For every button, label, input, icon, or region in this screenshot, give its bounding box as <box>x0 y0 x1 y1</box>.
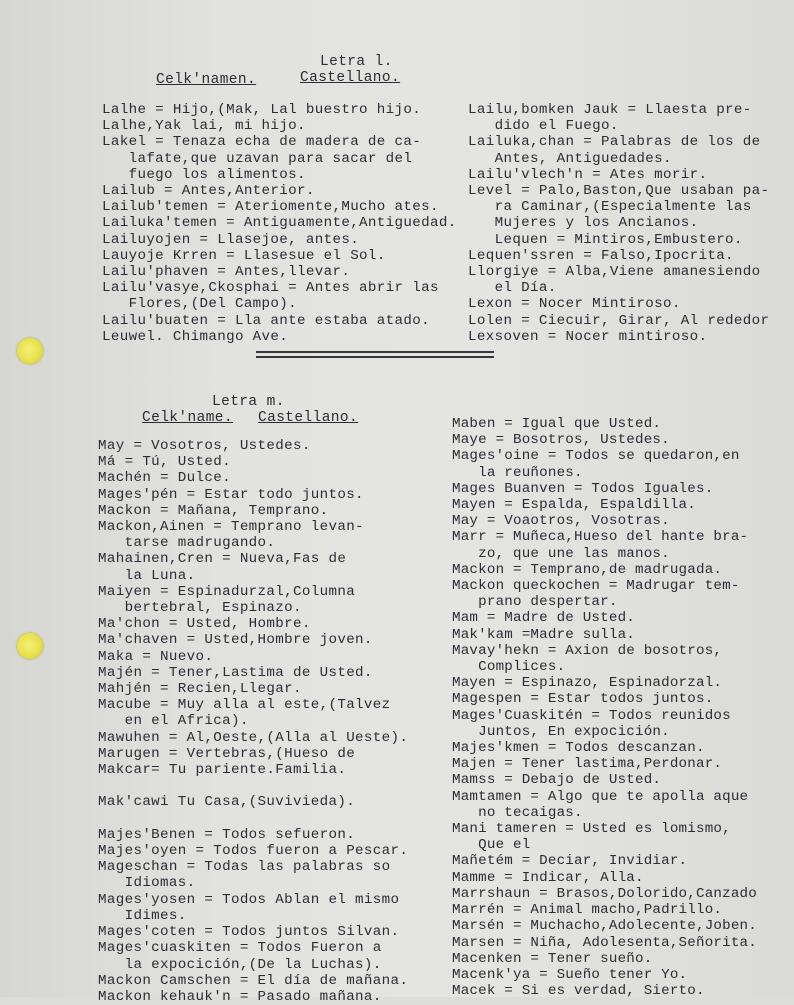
glossary-line: Mackon,Ainen = Temprano levan- <box>98 519 364 536</box>
glossary-line: Mages'coten = Todos juntos Silvan. <box>98 924 400 941</box>
section-l-title: Letra l. <box>320 54 393 70</box>
glossary-line: Mages'Cuaskitén = Todos reunidos <box>452 707 731 724</box>
glossary-line: Majen = Tener lastima,Perdonar. <box>452 756 723 773</box>
glossary-line: Marsén = Muchacho,Adolecente,Joben. <box>452 918 757 935</box>
glossary-line: Leuwel. Chimango Ave. <box>102 328 289 345</box>
glossary-line: Mayen = Espalda, Espaldilla. <box>452 497 696 514</box>
section-l-left-column <box>102 102 457 345</box>
glossary-line: Mak'cawi Tu Casa,(Suvivieda). <box>98 794 356 811</box>
glossary-line: Macenken = Tener sueño. <box>452 950 653 967</box>
glossary-line: Marsen = Niña, Adolesenta,Señorita. <box>452 934 757 951</box>
glossary-line: Macube = Muy alla al este,(Talvez <box>98 697 391 714</box>
glossary-line: Ma'chaven = Usted,Hombre joven. <box>98 632 373 649</box>
glossary-line: Llorgiye = Alba,Viene amanesiendo <box>468 264 761 281</box>
glossary-line: la Luna. <box>98 567 196 584</box>
glossary-line: Marr = Muñeca,Hueso del hante bra- <box>452 529 749 546</box>
glossary-line: Lequen'ssren = Falso,Ipocrita. <box>468 247 734 264</box>
glossary-line: Mageschan = Todas las palabras so <box>98 859 391 876</box>
section-l-col1-header: Celk'namen. <box>156 72 257 88</box>
glossary-line: Mackon Camschen = El día de mañana. <box>98 972 409 989</box>
glossary-line: Lalhe = Hijo,(Mak, Lal buestro hijo. <box>102 102 422 118</box>
glossary-line: Majes'Benen = Todos sefueron. <box>98 826 356 843</box>
glossary-line: Mujeres y los Ancianos. <box>468 215 699 232</box>
punch-hole-bottom <box>17 633 43 659</box>
glossary-line: Maiyen = Espinadurzal,Columna <box>98 583 356 600</box>
glossary-line: Magespen = Estar todos juntos. <box>452 691 714 708</box>
glossary-line: Majén = Tener,Lastima de Usted. <box>98 664 373 681</box>
glossary-line: Lexsoven = Nocer mintiroso. <box>468 328 708 345</box>
glossary-line: Mamtamen = Algo que te apolla aque <box>452 788 749 805</box>
glossary-line: Mam = Madre de Usted. <box>452 610 635 627</box>
glossary-line: en el Africa). <box>98 713 249 730</box>
section-l-right-column <box>468 102 769 345</box>
glossary-line: Macek = Si es verdad, Sierto. <box>452 983 705 1000</box>
glossary-line: Mackon = Mañana, Temprano. <box>98 502 329 519</box>
glossary-line: May = Voaotros, Vosotras. <box>452 513 670 530</box>
glossary-line: zo, que une las manos. <box>452 545 670 562</box>
glossary-line: Idimes. <box>98 907 187 924</box>
glossary-line: Lailub = Antes,Anterior. <box>102 183 315 200</box>
glossary-line: Level = Palo,Baston,Que usaban pa- <box>468 183 770 200</box>
glossary-line: Lequen = Mintiros,Embustero. <box>468 231 743 248</box>
section-m-left-column <box>98 438 408 1005</box>
glossary-line: Mages'cuaskiten = Todos Fueron a <box>98 940 382 957</box>
glossary-line: Lailu'vlech'n = Ates morir. <box>468 166 708 183</box>
glossary-line: Machén = Dulce. <box>98 470 231 487</box>
glossary-line: Juntos, En expocición. <box>452 723 670 740</box>
glossary-line: bertebral, Espinazo. <box>98 600 302 617</box>
glossary-line: la reuñones. <box>452 464 583 481</box>
glossary-line: fuego los alimentos. <box>102 166 306 183</box>
section-l-col2-header: Castellano. <box>300 70 401 86</box>
glossary-line: Marrén = Animal macho,Padrillo. <box>452 902 723 919</box>
glossary-line: Macenk'ya = Sueño tener Yo. <box>452 966 688 983</box>
glossary-line: Mackon = Temprano,de madrugada. <box>452 561 723 578</box>
glossary-line: Mani tameren = Usted es lomismo, <box>452 821 731 838</box>
glossary-line: lafate,que uzavan para sacar del <box>102 150 413 167</box>
glossary-line: Mages'oine = Todos se quedaron,en <box>452 448 740 465</box>
glossary-line: tarse madrugando. <box>98 535 276 552</box>
punch-hole-top <box>17 338 43 364</box>
section-m-right-column <box>452 416 757 999</box>
glossary-line: Mayen = Espinazo, Espinadorzal. <box>452 675 723 692</box>
separator-rule <box>256 351 494 353</box>
glossary-line: la expocición,(De la Luchas). <box>98 956 382 973</box>
glossary-line: Mahjén = Recien,Llegar. <box>98 681 302 698</box>
glossary-line: Majes'oyen = Todos fueron a Pescar. <box>98 843 409 860</box>
glossary-line: Lexon = Nocer Mintiroso. <box>468 296 681 313</box>
glossary-line: Flores,(Del Campo). <box>102 296 298 313</box>
glossary-line: Mamss = Debajo de Usted. <box>452 772 662 789</box>
glossary-line: Complices. <box>452 659 566 676</box>
glossary-line: Mañetém = Deciar, Invidiar. <box>452 853 688 870</box>
section-m-col2-header: Castellano. <box>258 410 359 426</box>
glossary-line: Mak'kam =Madre sulla. <box>452 626 635 643</box>
glossary-line: dido el Fuego. <box>468 118 619 135</box>
glossary-line: Lailuyojen = Llasejoe, antes. <box>102 231 360 248</box>
glossary-line: Mavay'hekn = Axion de bosotros, <box>452 642 723 659</box>
glossary-line: Mages'pén = Estar todo juntos. <box>98 486 364 503</box>
glossary-line: Ma'chon = Usted, Hombre. <box>98 616 311 633</box>
glossary-line: Lailuka'temen = Antiguamente,Antiguedad. <box>102 215 457 232</box>
glossary-line: Mackon kehauk'n = Pasado mañana. <box>98 988 382 1005</box>
glossary-line: Má = Tú, Usted. <box>98 454 231 471</box>
glossary-line: May = Vosotros, Ustedes. <box>98 438 311 454</box>
glossary-line: Mages Buanven = Todos Iguales. <box>452 480 714 497</box>
glossary-line: Maben = Igual que Usted. <box>452 416 662 432</box>
glossary-line: Mamme = Indicar, Alla. <box>452 869 644 886</box>
glossary-line: Maka = Nuevo. <box>98 648 214 665</box>
glossary-line: no tecaigas. <box>452 804 583 821</box>
separator-rule-second <box>256 356 494 358</box>
glossary-line: Makcar= Tu pariente.Familia. <box>98 762 347 779</box>
glossary-line: Marrshaun = Brasos,Dolorido,Canzado <box>452 885 757 902</box>
glossary-line <box>98 811 408 827</box>
glossary-line: Lailub'temen = Ateriomente,Mucho ates. <box>102 199 439 216</box>
glossary-line: Idiomas. <box>98 875 196 892</box>
glossary-line: el Día. <box>468 280 557 297</box>
section-m-title: Letra m. <box>212 394 285 410</box>
glossary-line: Mackon queckochen = Madrugar tem- <box>452 578 740 595</box>
glossary-line: Mawuhen = Al,Oeste,(Alla al Ueste). <box>98 729 409 746</box>
glossary-line: Que el <box>452 837 531 854</box>
glossary-line: Lauyoje Krren = Llasesue el Sol. <box>102 247 386 264</box>
glossary-line: Antes, Antiguedades. <box>468 150 672 167</box>
glossary-line: Mages'yosen = Todos Ablan el mismo <box>98 891 400 908</box>
glossary-line: Marugen = Vertebras,(Hueso de <box>98 745 356 762</box>
glossary-line: Lailu'vasye,Ckosphai = Antes abrir las <box>102 280 439 297</box>
glossary-line <box>98 778 408 794</box>
section-m-col1-header: Celk'name. <box>142 410 234 426</box>
glossary-line: Majes'kmen = Todos descanzan. <box>452 740 705 757</box>
glossary-line: Lalhe,Yak lai, mi hijo. <box>102 118 306 135</box>
glossary-line: Maye = Bosotros, Ustedes. <box>452 432 670 449</box>
glossary-line: Lailu,bomken Jauk = Llaesta pre- <box>468 102 752 118</box>
glossary-line: Lailu'phaven = Antes,llevar. <box>102 264 351 281</box>
glossary-line: Lailu'buaten = Lla ante estaba atado. <box>102 312 430 329</box>
glossary-line: Lakel = Tenaza echa de madera de ca- <box>102 134 422 151</box>
glossary-line: Mahainen,Cren = Nueva,Fas de <box>98 551 347 568</box>
glossary-line: ra Caminar,(Especialmente las <box>468 199 752 216</box>
glossary-line: prano despertar. <box>452 594 618 611</box>
glossary-line: Lolen = Ciecuir, Girar, Al rededor <box>468 312 770 329</box>
glossary-line: Lailuka,chan = Palabras de los de <box>468 134 761 151</box>
